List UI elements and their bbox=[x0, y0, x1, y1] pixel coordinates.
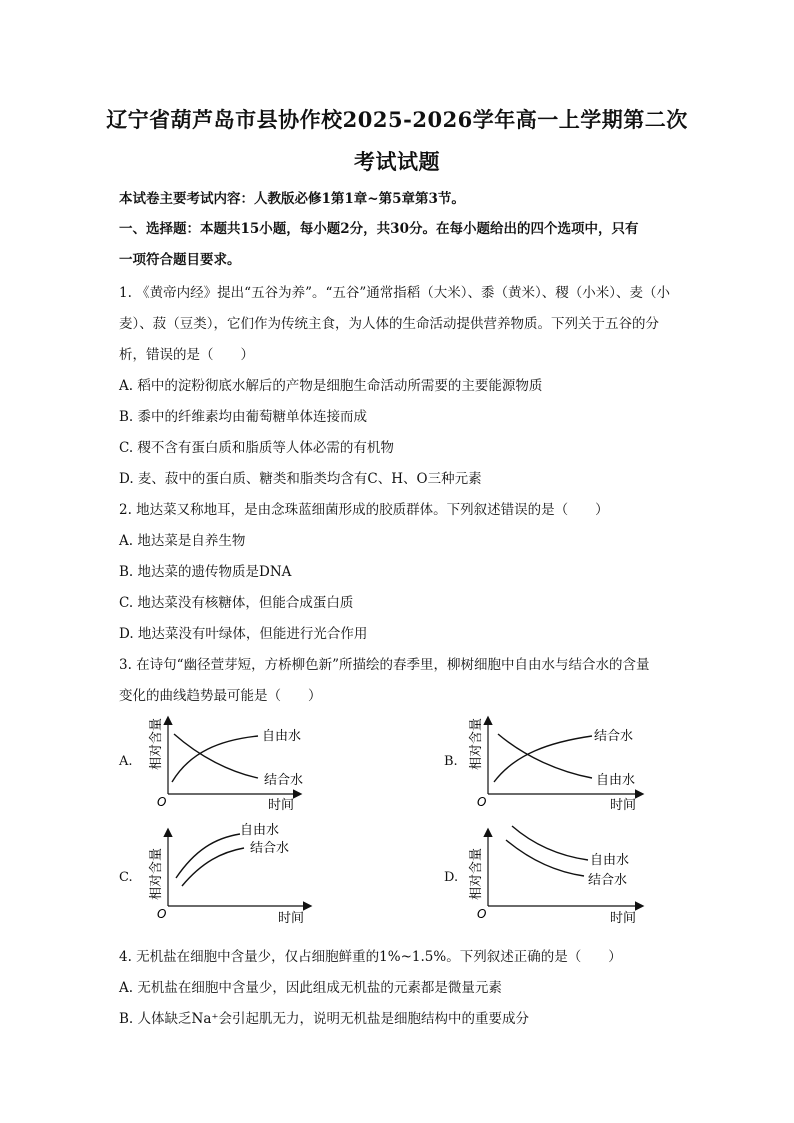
q3-graph-b bbox=[460, 712, 650, 812]
q2-stem-line1: 2. 地达菜又称地耳，是由念珠蓝细菌形成的胶质群体。下列叙述错误的是（ ） bbox=[119, 502, 609, 518]
q1-stem-line2: 麦）、菽（豆类），它们作为传统主食，为人体的生命活动提供营养物质。下列关于五谷的分 bbox=[119, 316, 659, 332]
bottom-curve-label: 自由水 bbox=[596, 773, 636, 788]
q3-graph-a bbox=[140, 712, 310, 812]
q4-option-b: B. 人体缺乏Na⁺会引起肌无力，说明无机盐是细胞结构中的重要成分 bbox=[119, 1011, 529, 1027]
document-title-line2: 考试试题 bbox=[354, 149, 440, 174]
q3-stem-line2: 变化的曲线趋势最可能是（ ） bbox=[119, 688, 322, 704]
origin-label: O bbox=[157, 907, 167, 921]
q3-graph-c bbox=[140, 820, 320, 930]
q2-option-d: D. 地达菜没有叶绿体，但能进行光合作用 bbox=[119, 626, 368, 642]
q1-option-b: B. 黍中的纤维素均由葡萄糖单体连接而成 bbox=[119, 409, 368, 425]
y-axis-label: 相对含量 bbox=[469, 717, 484, 770]
q1-option-a: A. 稻中的淀粉彻底水解后的产物是细胞生命活动所需要的主要能源物质 bbox=[119, 378, 543, 394]
x-axis-label: 时间 bbox=[278, 911, 305, 926]
q1-option-c: C. 稷不含有蛋白质和脂质等人体必需的有机物 bbox=[119, 440, 394, 456]
q4-option-a: A. 无机盐在细胞中含量少，因此组成无机盐的元素都是微量元素 bbox=[119, 980, 502, 996]
q1-option-d: D. 麦、菽中的蛋白质、糖类和脂类均含有C、H、O三种元素 bbox=[119, 471, 482, 487]
falling-curve bbox=[174, 734, 258, 778]
section1-instructions-line1: 一、选择题：本题共15小题，每小题2分，共30分。在每小题给出的四个选项中，只有 bbox=[119, 221, 639, 237]
lower-falling-curve bbox=[506, 840, 584, 876]
x-axis-label: 时间 bbox=[268, 798, 295, 812]
y-axis-label: 相对含量 bbox=[149, 717, 164, 770]
q3-stem-line1: 3. 在诗句“幽径萱芽短，方桥柳色新”所描绘的春季里，柳树细胞中自由水与结合水的含量 bbox=[119, 657, 650, 673]
q3-graph-c-label: C. bbox=[119, 870, 133, 885]
y-axis-label: 相对含量 bbox=[469, 847, 484, 900]
y-axis-label: 相对含量 bbox=[149, 847, 164, 900]
top-curve-label: 自由水 bbox=[262, 729, 302, 744]
q3-graph-b-label: B. bbox=[444, 754, 458, 769]
q2-option-c: C. 地达菜没有核糖体，但能合成蛋白质 bbox=[119, 595, 354, 611]
origin-label: O bbox=[157, 795, 167, 809]
falling-curve bbox=[498, 734, 592, 778]
upper-rising-curve bbox=[176, 834, 240, 878]
q3-graph-d-label: D. bbox=[444, 870, 459, 885]
q3-graph-a-label: A. bbox=[119, 754, 133, 769]
q1-stem-line1: 1. 《黄帝内经》提出“五谷为养”。“五谷”通常指稻（大米）、黍（黄米）、稷（小米）、麦（小 bbox=[119, 285, 671, 301]
lower-rising-curve bbox=[182, 848, 244, 886]
top-curve-label: 结合水 bbox=[594, 729, 634, 744]
q2-option-b: B. 地达菜的遗传物质是DNA bbox=[119, 564, 292, 580]
origin-label: O bbox=[477, 795, 487, 809]
origin-label: O bbox=[477, 907, 487, 921]
top-curve-label: 自由水 bbox=[240, 823, 280, 838]
section1-instructions-line2: 一项符合题目要求。 bbox=[119, 252, 241, 268]
q2-option-a: A. 地达菜是自养生物 bbox=[119, 533, 246, 549]
q1-stem-line3: 析，错误的是（ ） bbox=[119, 347, 254, 363]
upper-falling-curve bbox=[512, 826, 588, 860]
x-axis-label: 时间 bbox=[610, 798, 637, 812]
q4-stem-line1: 4. 无机盐在细胞中含量少，仅占细胞鲜重的1%~1.5%。下列叙述正确的是（ ） bbox=[119, 949, 622, 965]
top-curve-label: 自由水 bbox=[590, 853, 630, 868]
q3-graph-d bbox=[460, 820, 650, 930]
x-axis-label: 时间 bbox=[610, 911, 637, 926]
bottom-curve-label: 结合水 bbox=[588, 873, 628, 888]
bottom-curve-label: 结合水 bbox=[264, 773, 304, 788]
document-title-line1: 辽宁省葫芦岛市县协作校2025-2026学年高一上学期第二次 bbox=[106, 107, 688, 132]
exam-scope: 本试卷主要考试内容：人教版必修1第1章~第5章第3节。 bbox=[119, 191, 465, 207]
bottom-curve-label: 结合水 bbox=[250, 841, 290, 856]
